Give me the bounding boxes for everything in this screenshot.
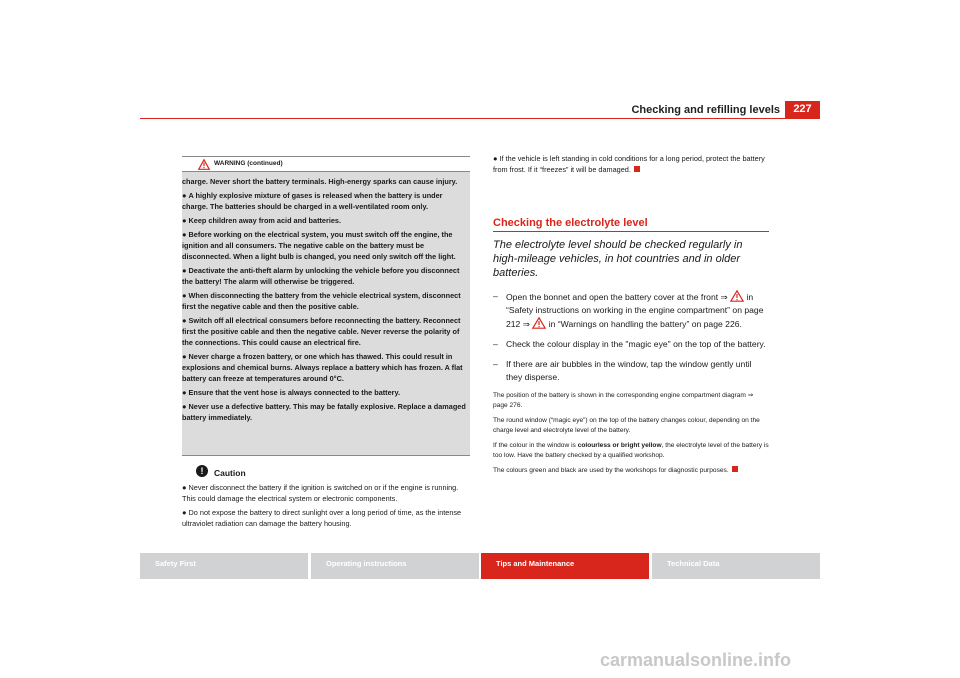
- footer-nav: [140, 553, 820, 579]
- section-title: Checking the electrolyte level: [493, 217, 648, 229]
- caution-bullet: ● Never disconnect the battery if the ignition is switched on or if the engine is running. This could damage the electrical system or electronic components.: [182, 483, 459, 503]
- warning-bullet: ● Keep children away from acid and batteries.: [182, 216, 342, 225]
- end-of-section-icon: [634, 166, 640, 172]
- bullet-icon: ●: [182, 316, 187, 325]
- bullet-icon: ●: [493, 154, 498, 163]
- page-number: 227: [785, 101, 820, 118]
- warning-triangle-icon: [532, 317, 546, 329]
- caution-heading: [182, 465, 470, 479]
- warning-box: [182, 156, 470, 456]
- warning-bullet: ● Switch off all electrical consumers before reconnecting the battery. Reconnect first the positive cable and then the negative cable. Never reverse the polarity of the connections. This could cause an electrical fire.: [182, 316, 461, 347]
- notes: [493, 391, 769, 476]
- warning-triangle-icon: [198, 159, 210, 170]
- right-column: [493, 153, 769, 481]
- bullet-icon: ●: [182, 508, 187, 517]
- section-rule: [493, 231, 769, 232]
- caution-section: [182, 465, 470, 532]
- warning-bullet: ● When disconnecting the battery from the vehicle electrical system, disconnect first the negative cable and then the positive cable.: [182, 291, 461, 311]
- watermark: carmanualsonline.info: [600, 650, 792, 670]
- tab-safety-first[interactable]: Safety First: [140, 553, 308, 579]
- warning-bullet: ● Ensure that the vent hose is always connected to the battery.: [182, 388, 401, 397]
- bullet-icon: ●: [182, 216, 187, 225]
- warning-bullet: ● A highly explosive mixture of gases is released when the battery is under charge. The batteries should be charged in a well-ventilated room only.: [182, 191, 443, 211]
- step-item: – Check the colour display in the "magic eye" on the top of the battery.: [493, 339, 766, 349]
- bullet-icon: ●: [182, 352, 187, 361]
- note-paragraph: The round window (“magic eye”) on the top of the battery changes colour, depending on the charge level and electrolyte level of the battery.: [493, 417, 760, 434]
- warning-triangle-icon: [730, 290, 744, 302]
- bullet-icon: ●: [182, 266, 187, 275]
- bullet-icon: ●: [182, 230, 187, 239]
- note-paragraph: The colours green and black are used by the workshops for diagnostic purposes.: [493, 466, 769, 476]
- warning-bullet: ● Never use a defective battery. This may be fatally explosive. Replace a damaged battery immediately.: [182, 402, 466, 422]
- caution-title: Caution: [214, 468, 246, 478]
- warning-body: [182, 172, 470, 423]
- frost-note: ● If the vehicle is left standing in cold conditions for a long period, protect the battery from frost. If it “freezes” it will be damaged.: [493, 154, 765, 174]
- warning-heading-label: WARNING (continued): [214, 160, 283, 167]
- warning-bullet: ● Deactivate the anti-theft alarm by unlocking the vehicle before you disconnect the battery! The alarm will otherwise be triggered.: [182, 266, 460, 286]
- exclamation-icon: !: [196, 465, 208, 477]
- warning-heading: [182, 157, 470, 172]
- bullet-icon: ●: [182, 191, 187, 200]
- tab-technical-data[interactable]: Technical Data: [652, 553, 820, 579]
- warning-bullet: ● Never charge a frozen battery, or one which has thawed. This could result in explosions and chemical burns. Always replace a battery which has frozen. A flat battery can freeze at temperatures around 0°C.: [182, 352, 463, 383]
- caution-bullet: ● Do not expose the battery to direct sunlight over a long period of time, as the intense ultraviolet radiation can damage the battery housing.: [182, 508, 462, 528]
- header-rule: [140, 118, 820, 119]
- section-lead: The electrolyte level should be checked regularly in high-mileage vehicles, in hot countries and in older batteries.: [493, 239, 743, 279]
- warning-lead: charge. Never short the battery terminals. High-energy sparks can cause injury.: [182, 177, 458, 186]
- note-paragraph: If the colour in the window is colourless or bright yellow, the electrolyte level of the battery is too low. Have the battery checked by a qualified workshop.: [493, 442, 769, 459]
- dash-icon: –: [493, 291, 498, 301]
- bullet-icon: ●: [182, 402, 187, 411]
- end-of-section-icon: [732, 466, 738, 472]
- tab-tips-and-maintenance[interactable]: Tips and Maintenance: [481, 553, 649, 579]
- bullet-icon: ●: [182, 483, 187, 492]
- note-paragraph: The position of the battery is shown in the corresponding engine compartment diagram ⇒ page 276.: [493, 392, 754, 409]
- page-title: Checking and refilling levels: [631, 104, 780, 116]
- dash-icon: –: [493, 359, 498, 369]
- step-list: [493, 290, 769, 384]
- step-item: – If there are air bubbles in the window, tap the window gently until they disperse.: [493, 359, 752, 382]
- bullet-icon: ●: [182, 291, 187, 300]
- tab-operating-instructions[interactable]: Operating instructions: [311, 553, 479, 579]
- bullet-icon: ●: [182, 388, 187, 397]
- warning-bullet: ● Before working on the electrical system, you must switch off the engine, the ignition and all consumers. The negative cable on the battery must be disconnected. When a light bulb is changed, you need only switch off the light.: [182, 230, 456, 261]
- page-header: [0, 101, 960, 121]
- step-item: – Open the bonnet and open the battery cover at the front ⇒ in “Safety instructions on working in the engine compartment” on page 212 ⇒ in “Warnings on handling the battery” on page 226.: [493, 291, 764, 329]
- dash-icon: –: [493, 339, 498, 349]
